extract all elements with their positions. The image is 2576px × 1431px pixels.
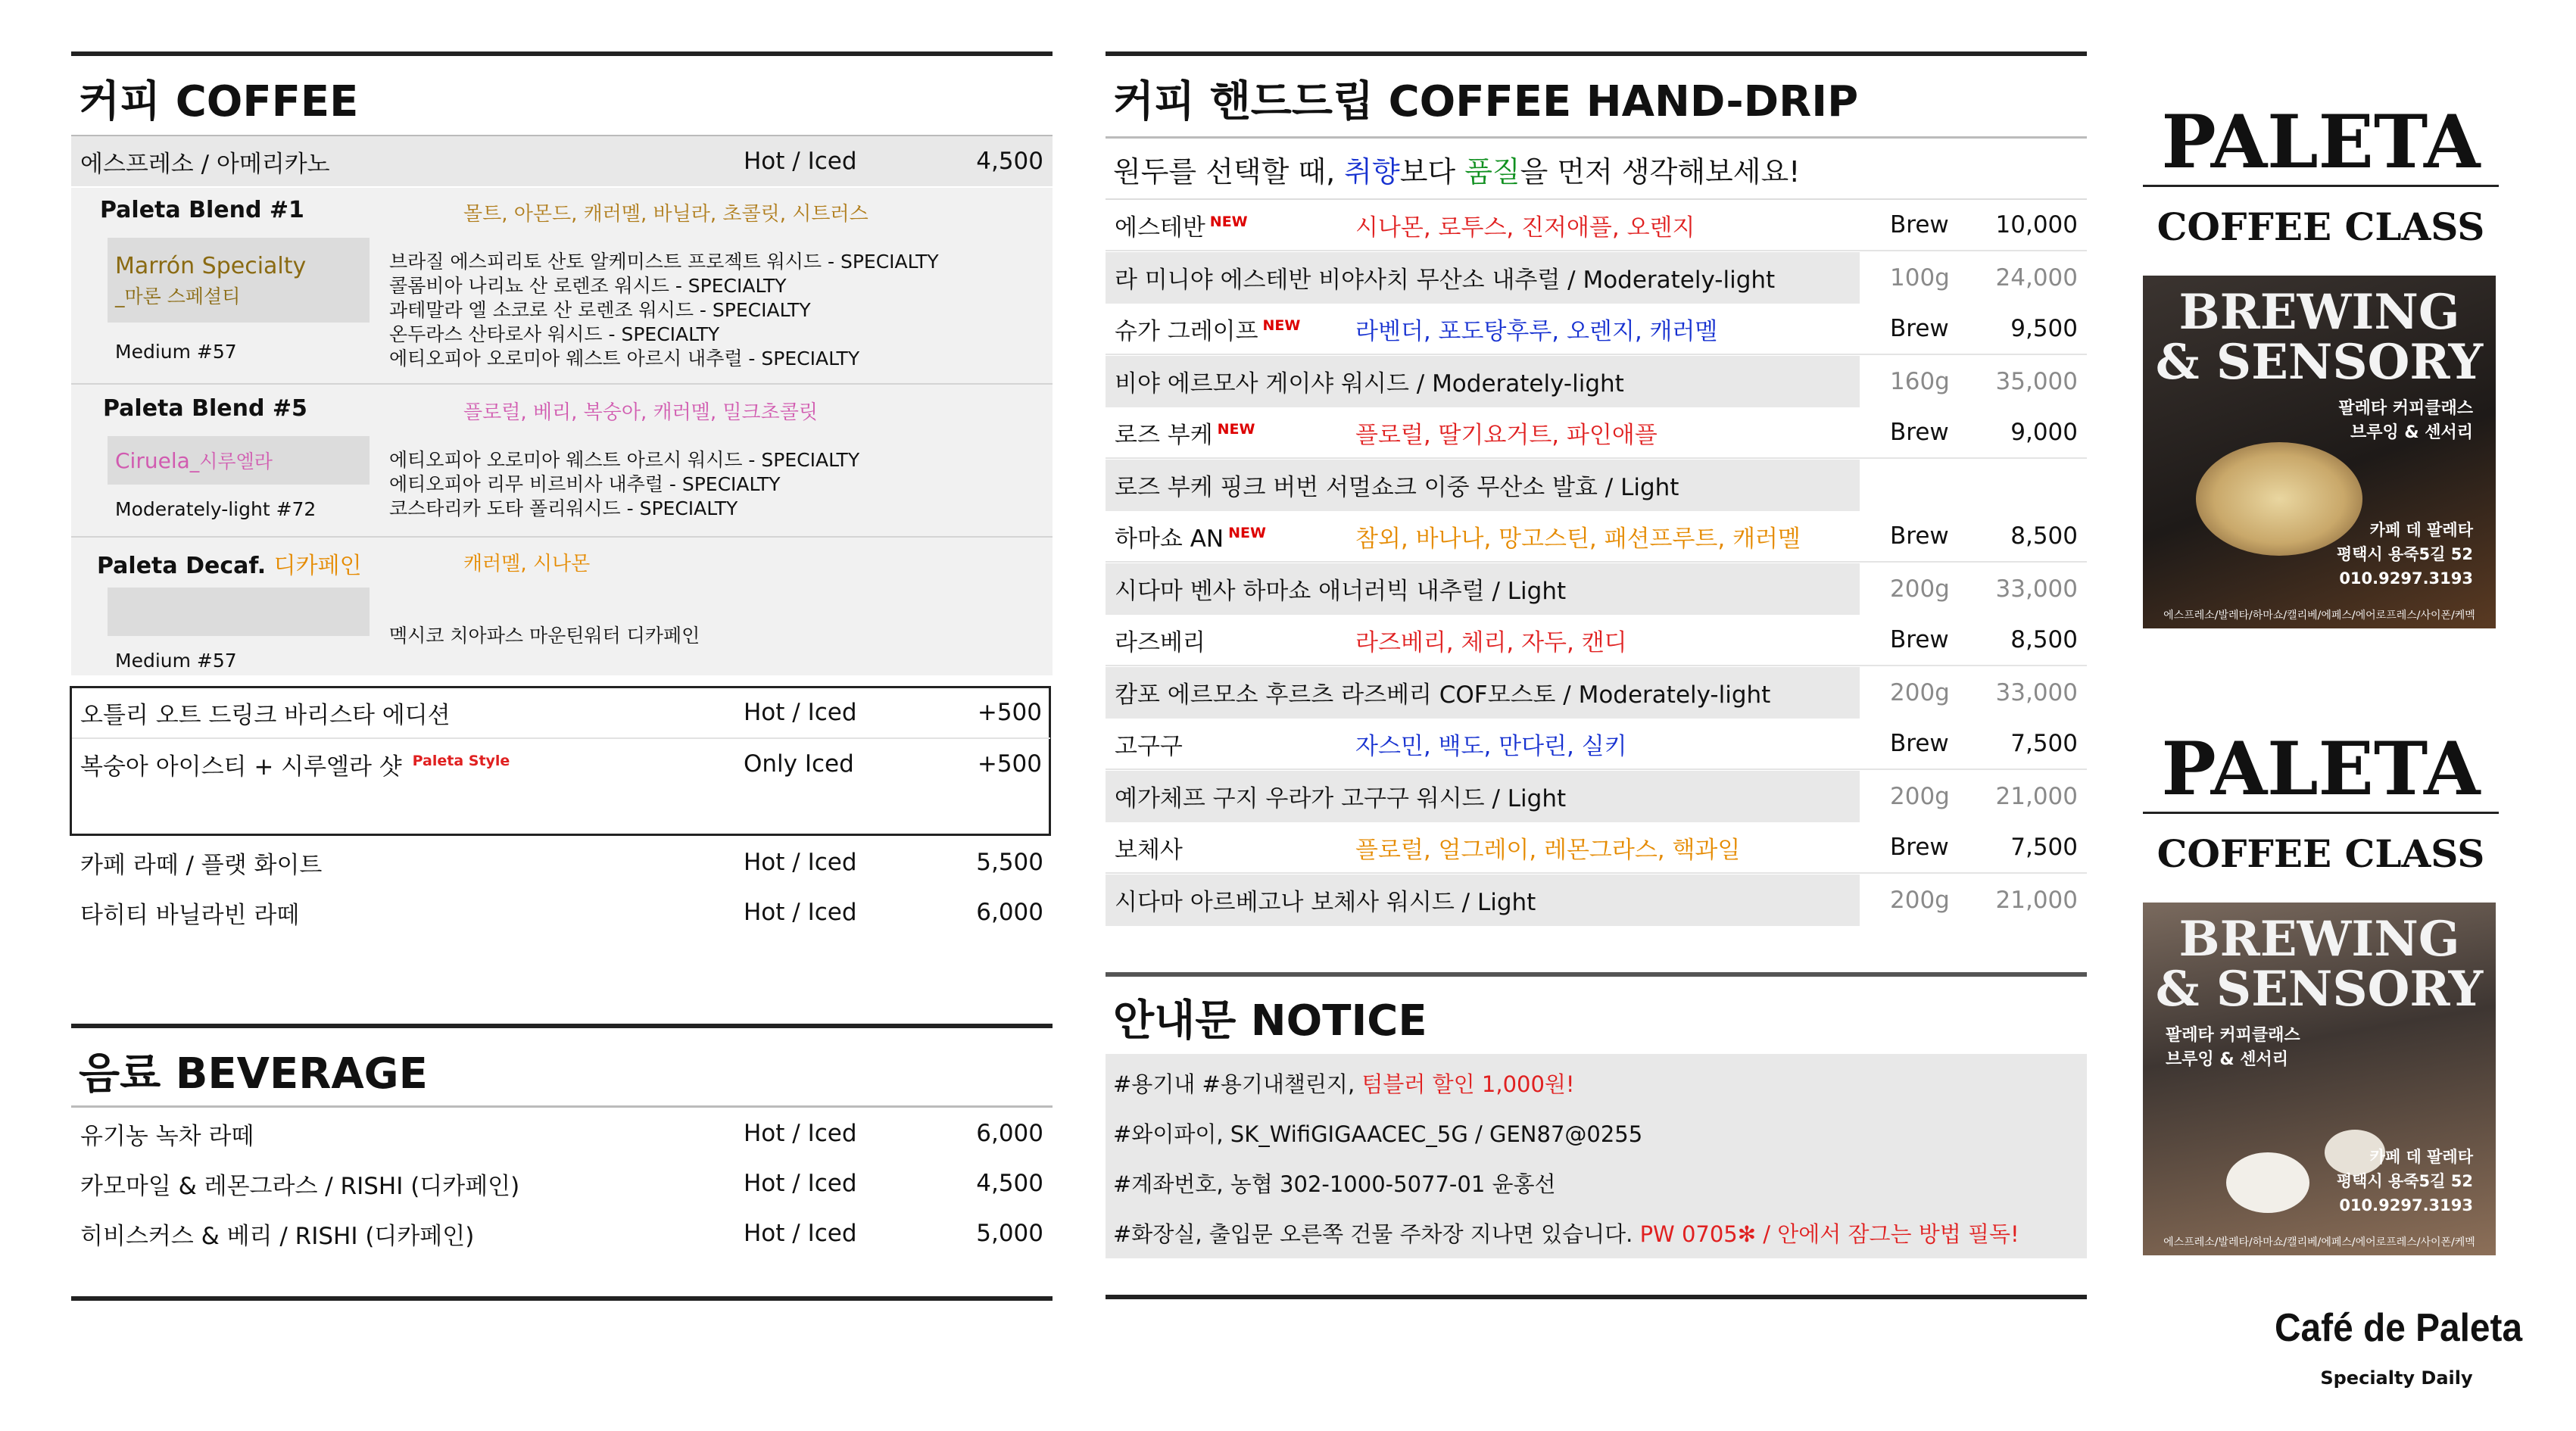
handdrip-detail-row: [1106, 252, 2087, 304]
item-notes: 플로럴, 얼그레이, 레몬그라스, 핵과일: [1355, 836, 1741, 864]
decaf-name: [97, 547, 362, 580]
item-name: 오틀리 오트 드링크 바리스타 에디션: [80, 701, 451, 729]
swatch-sub: _시루엘라: [189, 450, 273, 472]
item-price: 5,500: [976, 849, 1043, 876]
blend5-swatch-name: [115, 447, 273, 474]
item-price: 7,500: [2010, 730, 2078, 757]
poster-title-1: BREWING: [2178, 911, 2460, 968]
blend1-name: Paleta Blend #1: [100, 197, 304, 223]
item-notes: 참외, 바나나, 망고스틴, 패션프루트, 캐러멜: [1355, 525, 1801, 553]
blend5-origins: [389, 448, 859, 521]
beverage-row[interactable]: [71, 1158, 1053, 1208]
handdrip-detail-row: [1106, 667, 2087, 719]
bean-price: 21,000: [1995, 886, 2078, 914]
poster-title-2: & SENSORY: [2155, 961, 2484, 1018]
bean-price: 33,000: [1995, 575, 2078, 603]
brew-label: Brew: [1890, 419, 1949, 446]
brew-label: Brew: [1890, 730, 1949, 757]
poster-title-2: & SENSORY: [2155, 334, 2484, 391]
poster-ko-line: 브루잉 & 센서리: [2166, 1050, 2289, 1069]
item-price: +500: [977, 699, 1042, 726]
bean-weight: 200g: [1890, 575, 1950, 603]
notice-title: 안내문 NOTICE: [1113, 996, 1427, 1046]
item-name: [80, 747, 510, 781]
tagline-part: 보다: [1399, 155, 1465, 189]
notice-line-wifi: #와이파이, SK_WifiGIGAACEC_5G / GEN87@0255: [1113, 1121, 1643, 1147]
decaf-name-ko: 디카페인: [273, 553, 362, 579]
bean-weight: 200g: [1890, 886, 1950, 914]
item-price: 8,500: [2010, 522, 2078, 550]
item-temp: Hot / Iced: [744, 699, 857, 726]
item-temp: Hot / Iced: [744, 1120, 857, 1147]
tagline-part: 원두를 선택할 때,: [1113, 155, 1345, 189]
blend1-origins: [389, 250, 939, 371]
tagline-part: 을 먼저 생각해보세요!: [1520, 155, 1801, 189]
bean-weight: 100g: [1890, 263, 1950, 292]
blend-divider: [71, 536, 1053, 538]
origin-line: 과테말라 엘 소코로 산 로렌조 워시드 - SPECIALTY: [389, 299, 811, 321]
poster-ko-title: [2338, 397, 2473, 445]
item-price: 8,500: [2010, 626, 2078, 653]
notice-text: #화장실, 출입문 오른쪽 건물 주차장 지나면 있습니다.: [1113, 1221, 1640, 1247]
brew-label: Brew: [1890, 211, 1949, 238]
poster-phone: 010.9297.3193: [2339, 1196, 2473, 1214]
origin-line: 에티오피아 리무 비르비사 내추럴 - SPECIALTY: [389, 473, 781, 495]
item-detail: 예가체프 구지 우라가 고구구 워시드 / Light: [1115, 785, 1567, 812]
notice-bottom-rule: [1106, 1295, 2087, 1299]
peach-tea-row[interactable]: [71, 739, 1049, 789]
brew-label: Brew: [1890, 626, 1949, 653]
item-temp: Hot / Iced: [744, 1220, 857, 1247]
brand-rule: [2143, 812, 2499, 814]
item-name-text: 에스테반: [1115, 214, 1205, 242]
new-badge: NEW: [1228, 525, 1266, 542]
item-name: 유기농 녹차 라떼: [80, 1122, 254, 1150]
item-temp: Hot / Iced: [744, 148, 857, 175]
blend1-swatch-name: Marrón Specialty: [115, 253, 307, 279]
bean-price: 21,000: [1995, 782, 2078, 810]
handdrip-detail-row: [1106, 563, 2087, 615]
item-detail: 로즈 부케 핑크 버번 서멀쇼크 이중 무산소 발효 / Light: [1115, 474, 1679, 501]
poster-phone: 010.9297.3193: [2339, 569, 2473, 588]
poster-shop-info: [2337, 1145, 2473, 1217]
bean-price: 35,000: [1995, 367, 2078, 395]
handdrip-item-row[interactable]: [1106, 200, 2087, 251]
cupping-cup-icon: [2226, 1152, 2309, 1213]
handdrip-detail-row: [1106, 771, 2087, 822]
handdrip-item-row[interactable]: [1106, 304, 2087, 355]
blend1-swatch: [108, 238, 370, 323]
decaf-swatch: [108, 588, 370, 636]
poster-title-1: BREWING: [2178, 284, 2460, 341]
item-detail: 시다마 벤사 하마쇼 애너러빅 내추럴 / Light: [1115, 578, 1567, 605]
origin-line: 에티오피아 오로미아 웨스트 아르시 워시드 - SPECIALTY: [389, 449, 860, 471]
handdrip-item-row[interactable]: [1106, 719, 2087, 770]
handdrip-top-rule: [1106, 51, 2087, 56]
new-badge: NEW: [1262, 317, 1301, 335]
poster-addr: 평택시 용죽5길 52: [2336, 545, 2473, 563]
item-price: +500: [977, 750, 1042, 778]
beverage-top-rule: [71, 1024, 1053, 1028]
blend1-swatch-sub: _마론 스페셜티: [115, 285, 241, 307]
notice-text: #용기내 #용기내챌린지,: [1113, 1071, 1362, 1097]
cafe-logo-tag: Specialty Daily: [2320, 1367, 2473, 1389]
item-temp: Hot / Iced: [744, 1170, 857, 1197]
poster-shop: 카페 데 팔레타: [2369, 1148, 2473, 1166]
poster-footer: 에스프레소/발레타/하마쇼/캘리베/에페스/에어로프레스/사이폰/케멕: [2163, 1236, 2475, 1249]
item-name: [1115, 831, 1183, 865]
bean-weight: 160g: [1890, 367, 1950, 395]
cafe-logo-name: Café de Paleta: [2275, 1306, 2523, 1350]
item-name: [1115, 727, 1183, 761]
origin-line: 에티오피아 오로미아 웨스트 아르시 내추럴 - SPECIALTY: [389, 348, 860, 369]
item-name: [1115, 623, 1205, 657]
handdrip-item-row[interactable]: [1106, 407, 2087, 459]
handdrip-item-row[interactable]: [1106, 822, 2087, 874]
handdrip-item-row[interactable]: [1106, 511, 2087, 563]
item-price: 7,500: [2010, 834, 2078, 861]
item-name: 카모마일 & 레몬그라스 / RISHI (디카페인): [80, 1172, 520, 1200]
handdrip-tagline: [1113, 148, 1800, 190]
item-detail: 비야 에르모사 게이샤 워시드 / Moderately-light: [1115, 370, 1624, 398]
item-temp: Hot / Iced: [744, 849, 857, 876]
item-name-text: 하마쇼 AN: [1115, 525, 1224, 553]
item-name-text: 고구구: [1115, 732, 1183, 760]
decaf-name-en: Paleta Decaf.: [97, 553, 267, 579]
poster-ko-line: 브루잉 & 센서리: [2350, 423, 2473, 442]
item-price: 9,000: [2010, 419, 2078, 446]
swatch-name: Ciruela: [115, 448, 190, 473]
coffee-top-rule: [71, 51, 1053, 56]
notice-line-tumbler: [1113, 1068, 1575, 1099]
brew-label: Brew: [1890, 834, 1949, 861]
tagline-quality: 품질: [1464, 155, 1520, 189]
handdrip-item-row[interactable]: [1106, 615, 2087, 666]
new-badge: NEW: [1209, 214, 1248, 231]
bean-price: 33,000: [1995, 678, 2078, 706]
origin-line: 코스타리카 도타 폴리워시드 - SPECIALTY: [389, 497, 738, 519]
beverage-bottom-rule: [71, 1296, 1053, 1301]
item-name: 타히티 바닐라빈 라떼: [80, 901, 300, 929]
item-name-text: 라즈베리: [1115, 628, 1205, 656]
paleta-style-tag: Paleta Style: [412, 753, 510, 770]
bean-price: 24,000: [1995, 263, 2078, 292]
item-name-text: 로즈 부케: [1115, 421, 1213, 449]
origin-line: 온두라스 산타로사 워시드 - SPECIALTY: [389, 323, 720, 345]
beverage-row[interactable]: [71, 1108, 1053, 1158]
item-price: 6,000: [976, 899, 1043, 926]
item-name: [1115, 519, 1266, 553]
item-price: 4,500: [976, 1170, 1043, 1197]
blend1-notes: 몰트, 아몬드, 캐러멜, 바닐라, 초콜릿, 시트러스: [463, 203, 869, 226]
item-detail: 라 미니야 에스테반 비야사치 무산소 내추럴 / Moderately-light: [1115, 267, 1776, 294]
coffee-class-label: COFFEE CLASS: [2157, 831, 2485, 876]
handdrip-detail-row: [1106, 460, 2087, 511]
vanilla-latte-row[interactable]: [71, 887, 1053, 937]
item-name: 히비스커스 & 베리 / RISHI (디카페인): [80, 1222, 475, 1250]
handdrip-detail-row: [1106, 874, 2087, 926]
poster-addr: 평택시 용죽5길 52: [2336, 1172, 2473, 1190]
item-notes: 라즈베리, 체리, 자두, 캔디: [1355, 628, 1627, 656]
item-price: 5,000: [976, 1220, 1043, 1247]
beverage-title-rule: [71, 1105, 1053, 1108]
item-notes: 라벤더, 포도탕후루, 오렌지, 캐러멜: [1355, 317, 1718, 345]
item-detail: 캄포 에르모소 후르츠 라즈베리 COF모스토 / Moderately-light: [1115, 681, 1771, 709]
handdrip-detail-row: [1106, 356, 2087, 407]
notice-line-account: #계좌번호, 농협 302-1000-5077-01 윤홍선: [1113, 1171, 1556, 1197]
notice-line-restroom: [1113, 1217, 2019, 1249]
bean-weight: 200g: [1890, 678, 1950, 706]
notice-highlight: 텀블러 할인 1,000원!: [1361, 1071, 1575, 1097]
blend-divider: [71, 383, 1053, 385]
poster-footer: 에스프레소/발레타/하마쇼/캘리베/에페스/에어로프레스/사이폰/케멕: [2163, 610, 2475, 622]
item-temp: Hot / Iced: [744, 899, 857, 926]
item-temp: Only Iced: [744, 750, 854, 778]
item-notes: 플로럴, 딸기요거트, 파인애플: [1355, 421, 1658, 449]
item-name: 카페 라떼 / 플랫 화이트: [80, 851, 323, 879]
brand-title: PALETA: [2161, 99, 2481, 185]
brand-rule: [2143, 185, 2499, 187]
item-name-text: 슈가 그레이프: [1115, 317, 1258, 345]
item-detail: 시다마 아르베고나 보체사 워시드 / Light: [1115, 889, 1536, 916]
poster-ko-title: [2166, 1024, 2300, 1072]
blend1-roast: Medium #57: [115, 341, 237, 363]
item-price: 6,000: [976, 1120, 1043, 1147]
decaf-roast: Medium #57: [115, 650, 237, 672]
item-price: 9,500: [2010, 315, 2078, 342]
latte-row[interactable]: [71, 837, 1053, 887]
class-poster[interactable]: [2143, 276, 2496, 628]
origin-line: 콜롬비아 나리뇨 산 로렌조 워시드 - SPECIALTY: [389, 275, 787, 297]
notice-top-rule: [1106, 972, 2087, 977]
decaf-notes: 캐러멜, 시나몬: [463, 553, 591, 575]
item-name: [1115, 208, 1248, 242]
beverage-title: 음료 BEVERAGE: [79, 1049, 428, 1099]
beverage-row[interactable]: [71, 1208, 1053, 1258]
handdrip-title: 커피 핸드드립 COFFEE HAND-DRIP: [1113, 77, 1859, 126]
poster-ko-line: 팔레타 커피클래스: [2166, 1026, 2300, 1045]
brew-label: Brew: [1890, 522, 1949, 550]
item-name-text: 보체사: [1115, 836, 1183, 864]
decaf-origin: 멕시코 치아파스 마운틴워터 디카페인: [389, 625, 700, 647]
origin-line: 브라질 에스피리토 산토 알케미스트 프로젝트 워시드 - SPECIALTY: [389, 251, 939, 273]
bean-weight: 200g: [1890, 782, 1950, 810]
poster-ko-line: 팔레타 커피클래스: [2338, 399, 2473, 418]
blend5-roast: Moderately-light #72: [115, 498, 317, 520]
espresso-row[interactable]: [71, 136, 1053, 186]
tagline-taste: 취향: [1344, 155, 1400, 189]
item-price: 4,500: [976, 148, 1043, 175]
item-notes: 자스민, 백도, 만다린, 실키: [1355, 732, 1627, 760]
item-name: 에스프레소 / 아메리카노: [80, 150, 330, 178]
oatly-row[interactable]: [71, 687, 1049, 737]
blend5-name: Paleta Blend #5: [103, 395, 307, 422]
item-price: 10,000: [1995, 211, 2078, 238]
blend5-notes: 플로럴, 베리, 복숭아, 캐러멜, 밀크초콜릿: [463, 401, 818, 424]
poster-shop-info: [2337, 518, 2473, 591]
notice-highlight: PW 0705✻ / 안에서 잠그는 방법 필독!: [1639, 1221, 2019, 1247]
item-notes: 시나몬, 로투스, 진저애플, 오렌지: [1355, 214, 1695, 242]
brand-title: PALETA: [2161, 726, 2481, 812]
item-name: [1115, 416, 1255, 450]
class-poster[interactable]: [2143, 903, 2496, 1255]
item-name-text: 복숭아 아이스티 + 시루엘라 샷: [80, 753, 402, 781]
poster-shop: 카페 데 팔레타: [2369, 521, 2473, 539]
item-name: [1115, 312, 1300, 346]
coffee-class-label: COFFEE CLASS: [2157, 204, 2485, 249]
handdrip-title-rule: [1106, 136, 2087, 139]
brew-label: Brew: [1890, 315, 1949, 342]
coffee-title: 커피 COFFEE: [79, 77, 359, 126]
new-badge: NEW: [1217, 421, 1255, 438]
